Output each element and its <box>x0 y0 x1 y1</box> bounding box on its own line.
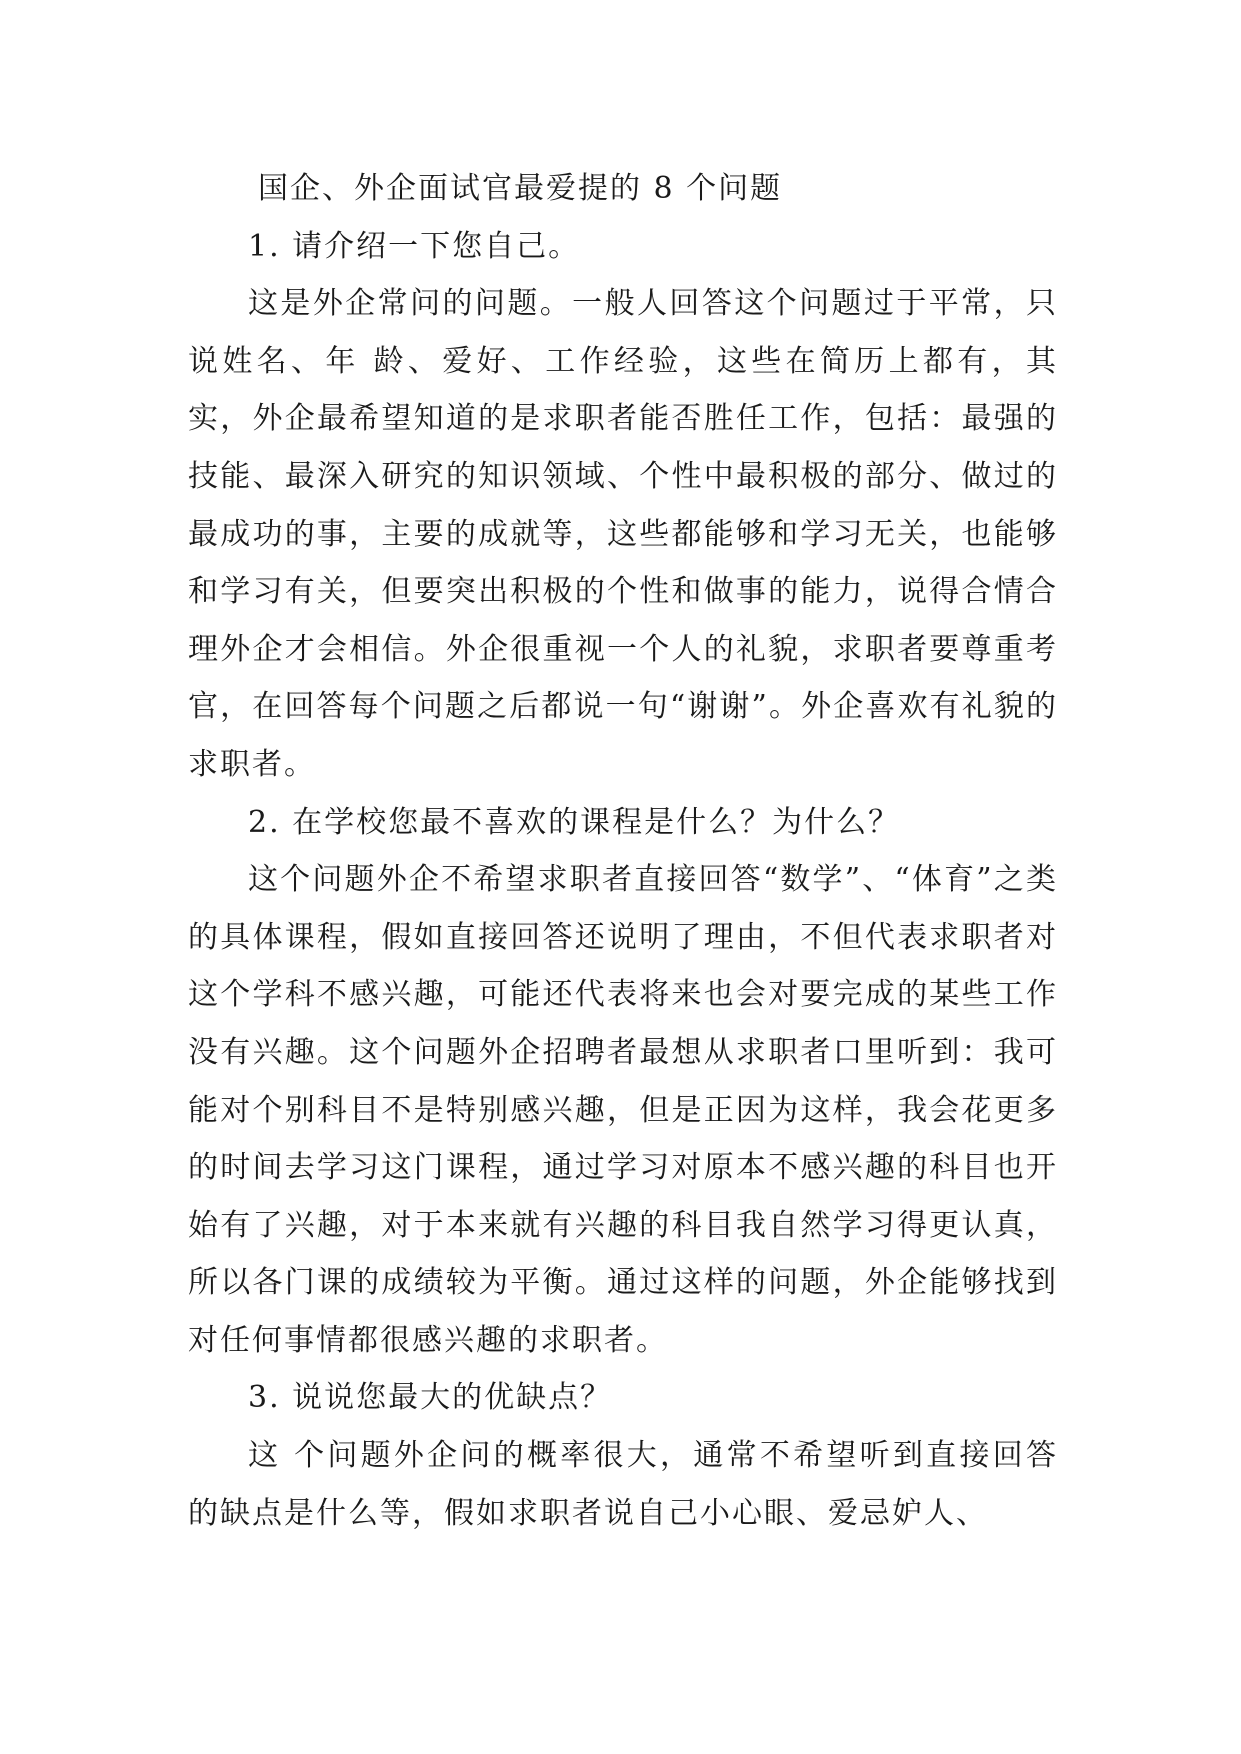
document-title: 国企、外企面试官最爱提的 8 个问题 <box>258 171 783 206</box>
answer-2: 这个问题外企不希望求职者直接回答“数学”、“体育”之类的具体课程，假如直接回答还说明了理由，不但代表求职者对这个学科不感兴趣，可能还代表将来也会对要完成的某些工作没有兴趣。这个问题外企招聘者最想从求职者口里听到：我可能对个别科目不是特别感兴趣，但是正因为这样，我会花更多的时间去学习这门课程，通过学习对原本不感兴趣的科目也开始有了兴趣，对于本来就有兴趣的科目我自然学习得更认真，所以各门课的成绩较为平衡。通过这样的问题，外企能够找到对任何事情都很感兴趣的求职者。 <box>188 862 1058 1358</box>
document-page <box>188 160 1058 1542</box>
question-3: 3. 说说您最大的优缺点？ <box>248 1380 613 1416</box>
answer-1: 这是外企常问的问题。一般人回答这个问题过于平常，只说姓名、年 龄、爱好、工作经验，这些在简历上都有，其实，外企最希望知道的是求职者能否胜任工作，包括：最强的技能、最深入研究的知识领域、个性中最积极的部分、做过的最成功的事，主要的成就等，这些都能够和学习无关，也能够和学习有关，但要突出积极的个性和做事的能力，说得合情合理外企才会相信。外企很重视一个人的礼貌，求职者要尊重考官，在回答每个问题之后都说一句“谢谢”。外企喜欢有礼貌的求职者。 <box>188 286 1058 782</box>
question-2: 2. 在学校您最不喜欢的课程是什么？为什么？ <box>248 804 901 840</box>
answer-3: 这 个问题外企问的概率很大，通常不希望听到直接回答的缺点是什么等，假如求职者说自己小心眼、爱忌妒人、 <box>188 1438 1058 1531</box>
question-1: 1. 请介绍一下您自己。 <box>248 228 581 264</box>
